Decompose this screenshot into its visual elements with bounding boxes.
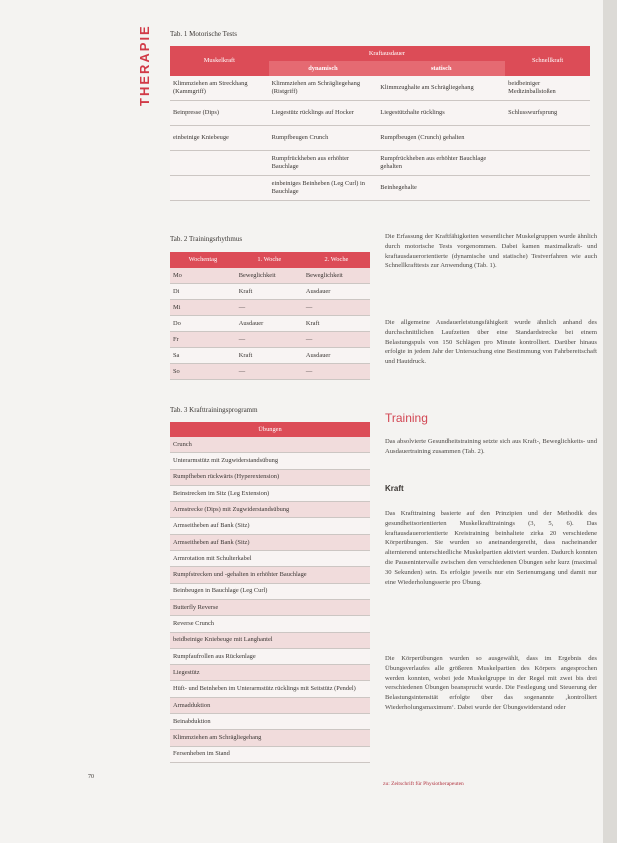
exercise-cell: Fersenheben im Stand xyxy=(170,746,370,762)
table-row xyxy=(170,730,370,746)
subheading-kraft: Kraft xyxy=(385,484,404,493)
table-cell: Rumpfbeugen Crunch xyxy=(269,126,378,151)
table-cell: Rumpfrückheben aus erhöhter Bauchlage gehalten xyxy=(377,151,505,176)
paragraph-exercises: Die Körperübungen wurden so ausgewählt, dass im Ergebnis des Übungsverlaufes alle größeren Muskelpartien des Körpers angesprochen werden konnten, wobei jede Muskelgruppe in der Regel mit zwei bis drei verschiedenen Übungen beansprucht wurde. Die Festlegung und Steuerung der Belastungsintensität erfolgte über das sogenannte ‚kontrolliert Wiederholungsmaximum‘. Dabei wurde der Übungswiderstand oder xyxy=(385,655,597,711)
table-cell: — xyxy=(236,300,303,316)
table-row xyxy=(170,300,370,316)
table-cell: — xyxy=(303,364,370,380)
table-row xyxy=(170,469,370,485)
table-cell: Ausdauer xyxy=(236,316,303,332)
table-row xyxy=(170,534,370,550)
table1-caption: Tab. 1 Motorische Tests xyxy=(170,30,237,38)
exercise-cell: Armrotation mit Schulterkabel xyxy=(170,551,370,567)
table-row xyxy=(170,437,370,453)
table-row xyxy=(170,746,370,762)
table-cell xyxy=(170,151,269,176)
table-cell: Beinpresse (Dips) xyxy=(170,101,269,126)
exercise-cell: Rumpfaufrollen aus Rückenlage xyxy=(170,648,370,664)
th-uebungen: Übungen xyxy=(170,422,370,437)
table-cell xyxy=(170,176,269,201)
table-cell: So xyxy=(170,364,236,380)
exercise-cell: Armseitheben auf Bank (Sitz) xyxy=(170,534,370,550)
table-row xyxy=(170,284,370,300)
table-cell: beidbeiniger Medizinballstoßen xyxy=(505,76,590,101)
th-woche-1: 1. Woche xyxy=(236,252,303,268)
table-motor-tests xyxy=(170,46,590,201)
table-cell: — xyxy=(236,332,303,348)
paragraph-endurance: Die allgemeine Ausdauerleistungsfähigkeit wurde ähnlich anhand des durchschnittlichen Laufzeiten über eine Standardstrecke bei einem Belastungspuls von 150 Schlägen pro Minute kontrolliert. Darüber hinaus erfolgte in jedem Jahr der Untersuchung eine Bestimmung von Fahrbereitschaft und Hautdruck. xyxy=(385,319,597,366)
table-strength-program xyxy=(170,422,370,763)
table-row xyxy=(170,583,370,599)
exercise-cell: Armadduktion xyxy=(170,697,370,713)
paragraph-training: Das absolvierte Gesundheitstraining setzte sich aus Kraft-, Beweglichkeits- und Ausdauertraining zusammen (Tab. 2). xyxy=(385,438,597,455)
table2-caption: Tab. 2 Trainingsrhythmus xyxy=(170,235,243,243)
table-row xyxy=(170,485,370,501)
table-cell: einbeinige Kniebeuge xyxy=(170,126,269,151)
th-wochentag: Wochentag xyxy=(170,252,236,268)
table-cell: Do xyxy=(170,316,236,332)
table-row xyxy=(170,151,590,176)
th-schnellkraft: Schnellkraft xyxy=(505,46,590,76)
exercise-cell: beidbeinige Kniebeuge mit Langhantel xyxy=(170,632,370,648)
table-row xyxy=(170,551,370,567)
table-row xyxy=(170,101,590,126)
exercise-cell: Liegestütz xyxy=(170,665,370,681)
table-cell: Beweglichkeit xyxy=(303,268,370,284)
exercise-cell: Rumpfstrecken und -gehalten in erhöhter Bauchlage xyxy=(170,567,370,583)
table-cell: Beinhegehalte xyxy=(377,176,505,201)
table-row xyxy=(170,316,370,332)
section-heading-training: Training xyxy=(385,411,428,425)
exercise-cell: Beinbeugen in Bauchlage (Leg Curl) xyxy=(170,583,370,599)
table-cell xyxy=(505,126,590,151)
exercise-cell: Crunch xyxy=(170,437,370,453)
table-row xyxy=(170,697,370,713)
table-cell xyxy=(505,151,590,176)
exercise-cell: Rumpfheben rückwärts (Hyperextension) xyxy=(170,469,370,485)
table-cell: Liegestütz rücklings auf Hocker xyxy=(269,101,378,126)
exercise-cell: Unterarmstütz mit Zugwiderstandsübung xyxy=(170,453,370,469)
table-row xyxy=(170,76,590,101)
table-cell: Liegestützhalte rücklings xyxy=(377,101,505,126)
table-cell: — xyxy=(236,364,303,380)
table3-caption: Tab. 3 Krafttrainingsprogramm xyxy=(170,406,258,414)
paragraph-kraft: Das Krafttraining basierte auf den Prinzipien und der Methodik des gesundheitsorientierten Muskelkrafttrainings (3, 5, 6). Das kraftausdauerorientierte Kreistraining beinhaltete zirka 20 verschiedene Körperübungen. Sie wurden so aneinandergereiht, dass nacheinander alternierend unterschiedliche Muskelpartien aktiviert wurden. Dadurch konnten die Pausenintervalle zwischen den verschiedenen Übungen sehr kurz (maximal 30 Sekunden) sein. Es erfolgte jeweils nur ein Serienumgang und damit nur eine Wiederholungsserie pro Übung. xyxy=(385,510,597,586)
footer-journal: zu: Zeitschrift für Physiotherapeuten xyxy=(383,781,464,787)
exercise-cell: Reverse Crunch xyxy=(170,616,370,632)
table-row xyxy=(170,681,370,697)
table-cell: Rumpfrückheben aus erhöhter Bauchlage xyxy=(269,151,378,176)
table-cell: Di xyxy=(170,284,236,300)
table-cell: Sa xyxy=(170,348,236,364)
exercise-cell: Klimmziehen am Schrägliegehang xyxy=(170,730,370,746)
exercise-cell: Beinstrecken im Sitz (Leg Extension) xyxy=(170,485,370,501)
table-cell: Beweglichkeit xyxy=(236,268,303,284)
table-cell: Rumpfbeugen (Crunch) gehalten xyxy=(377,126,505,151)
table-cell: Klimmziehen am Streckhang (Kammgriff) xyxy=(170,76,269,101)
table-row xyxy=(170,268,370,284)
table-cell: Fr xyxy=(170,332,236,348)
table-cell: — xyxy=(303,300,370,316)
table-cell: — xyxy=(303,332,370,348)
table-cell: Klimmzughalte am Schrägliegehang xyxy=(377,76,505,101)
table-cell: Kraft xyxy=(236,348,303,364)
table-row xyxy=(170,348,370,364)
exercise-cell: Armseitheben auf Bank (Sitz) xyxy=(170,518,370,534)
table-cell: Kraft xyxy=(236,284,303,300)
table-row xyxy=(170,599,370,615)
table-row xyxy=(170,126,590,151)
table-row xyxy=(170,616,370,632)
table-row xyxy=(170,567,370,583)
th-muskelkraft: Muskelkraft xyxy=(170,46,269,76)
table-cell xyxy=(505,176,590,201)
exercise-cell: Butterfly Reverse xyxy=(170,599,370,615)
table-row xyxy=(170,453,370,469)
table-row xyxy=(170,714,370,730)
exercise-cell: Hüft- und Beinheben im Unterarmstütz rücklings mit Seitstütz (Pendel) xyxy=(170,681,370,697)
table-row xyxy=(170,632,370,648)
page-number: 70 xyxy=(88,774,94,780)
th-dynamisch: dynamisch xyxy=(269,61,378,76)
table-row xyxy=(170,364,370,380)
table-cell: Ausdauer xyxy=(303,284,370,300)
section-side-label: THERAPIE xyxy=(137,24,152,106)
table-row xyxy=(170,176,590,201)
table-cell: Mo xyxy=(170,268,236,284)
table-cell: Ausdauer xyxy=(303,348,370,364)
table-row xyxy=(170,502,370,518)
table-cell: Klimmziehen am Schrägliegehang (Ristgriff) xyxy=(269,76,378,101)
th-woche-2: 2. Woche xyxy=(303,252,370,268)
exercise-cell: Armstrecke (Dips) mit Zugwiderstandsübung xyxy=(170,502,370,518)
page-edge xyxy=(603,0,617,843)
table-cell: Kraft xyxy=(303,316,370,332)
paragraph-tests: Die Erfassung der Kraftfähigkeiten wesentlicher Muskelgruppen wurde ähnlich durch motorische Tests vorgenommen. Dabei kamen maximalkraft- und kraftausdauerorientierte (dynamische und statische) Testverfahren wie auch Schnellkrafttests zur Anwendung (Tab. 1). xyxy=(385,233,597,270)
table-row xyxy=(170,665,370,681)
table-training-rhythm xyxy=(170,252,370,380)
table-cell: Mi xyxy=(170,300,236,316)
table-row xyxy=(170,648,370,664)
th-statisch: statisch xyxy=(377,61,505,76)
table-cell: Schlusswurfsprung xyxy=(505,101,590,126)
table-row xyxy=(170,332,370,348)
table-row xyxy=(170,518,370,534)
exercise-cell: Beinabduktion xyxy=(170,714,370,730)
table-cell: einbeiniges Beinheben (Leg Curl) in Bauchlage xyxy=(269,176,378,201)
th-kraftausdauer: Kraftausdauer xyxy=(269,46,506,61)
